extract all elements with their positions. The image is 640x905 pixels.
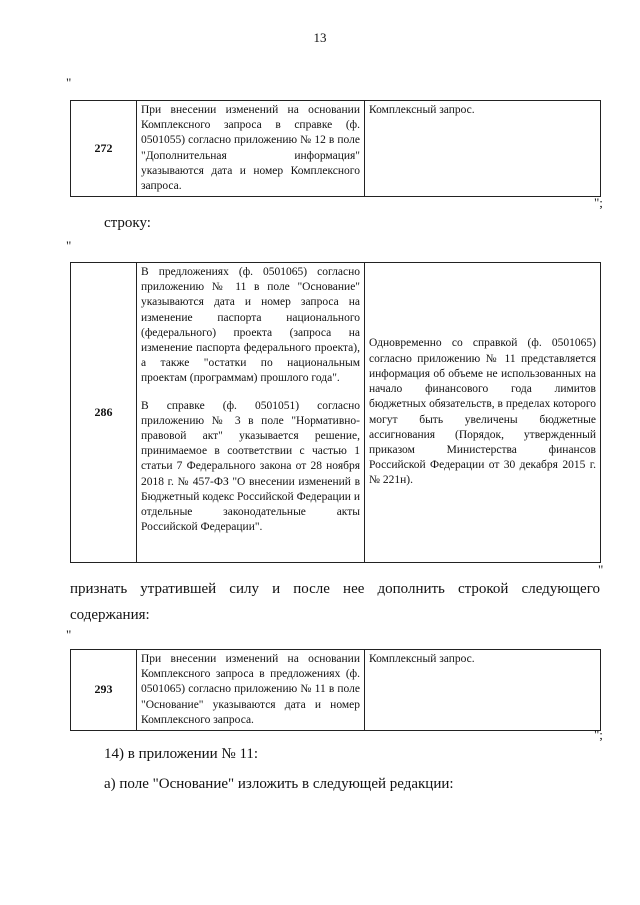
row-description: При внесении изменений на основании Комплексного запроса в предложениях (ф. 0501065) согласно приложению № 11 в поле "Основание" указываются дата и номер Комплексного запроса. xyxy=(137,650,365,731)
table-row-293 xyxy=(70,649,601,731)
row-number: 286 xyxy=(71,263,137,563)
opening-quote: " xyxy=(66,627,72,642)
paragraph-priznat-line2: содержания: xyxy=(70,607,150,623)
closing-quote: " xyxy=(598,562,604,577)
row-note: Одновременно со справкой (ф. 0501065) согласно приложению № 11 представляется информация об объеме не использованных на начало финансового года лимитов бюджетных обязательств, в пределах которого могут быть увеличены бюджетные ассигнования (Порядок, утвержденный приказом Министерства финансов Российской Федерации от 30 декабря 2015 г. № 221н). xyxy=(365,263,601,563)
row-note: Комплексный запрос. xyxy=(365,101,601,197)
opening-quote: " xyxy=(66,75,72,90)
paragraph-14: 14) в приложении № 11: xyxy=(104,746,259,762)
paragraph-stroku: строку: xyxy=(104,215,151,231)
opening-quote: " xyxy=(66,238,72,253)
closing-quote: "; xyxy=(594,727,603,742)
row-number: 293 xyxy=(71,650,137,731)
page-number: 13 xyxy=(313,30,327,45)
table-row-286 xyxy=(70,262,601,563)
row-description: При внесении изменений на основании Комплексного запроса в справке (ф. 0501055) согласно приложению № 12 в поле "Дополнительная информация" указываются дата и номер Комплексного запроса. xyxy=(137,101,365,197)
row-note: Комплексный запрос. xyxy=(365,650,601,731)
paragraph-a: а) поле "Основание" изложить в следующей редакции: xyxy=(104,776,454,792)
closing-quote: "; xyxy=(594,195,603,210)
paragraph-priznat xyxy=(70,579,600,625)
table-row-272 xyxy=(70,100,601,197)
row-number: 272 xyxy=(71,101,137,197)
paragraph-priznat-line1: признать утратившей силу и после нее дополнить строкой следующего xyxy=(70,581,600,597)
row-description-part1: В предложениях (ф. 0501065) согласно приложению № 11 в поле "Основание" указываются дата и номер запроса на изменение паспорта национального (федерального) проекта (запроса на изменение паспорта федерального проекта), а также "остатки по национальным проектам (программам) прошлого года". xyxy=(141,266,360,385)
row-description-part2: В справке (ф. 0501051) согласно приложению № 3 в поле "Нормативно-правовой акт" указывается решение, принимаемое в соответствии с частью 1 статьи 7 Федерального закона от 28 ноября 2018 г. № 457-ФЗ "О внесении изменений в Бюджетный кодекс Российской Федерации и отдельные законодательные акты Российской Федерации". xyxy=(141,399,360,534)
